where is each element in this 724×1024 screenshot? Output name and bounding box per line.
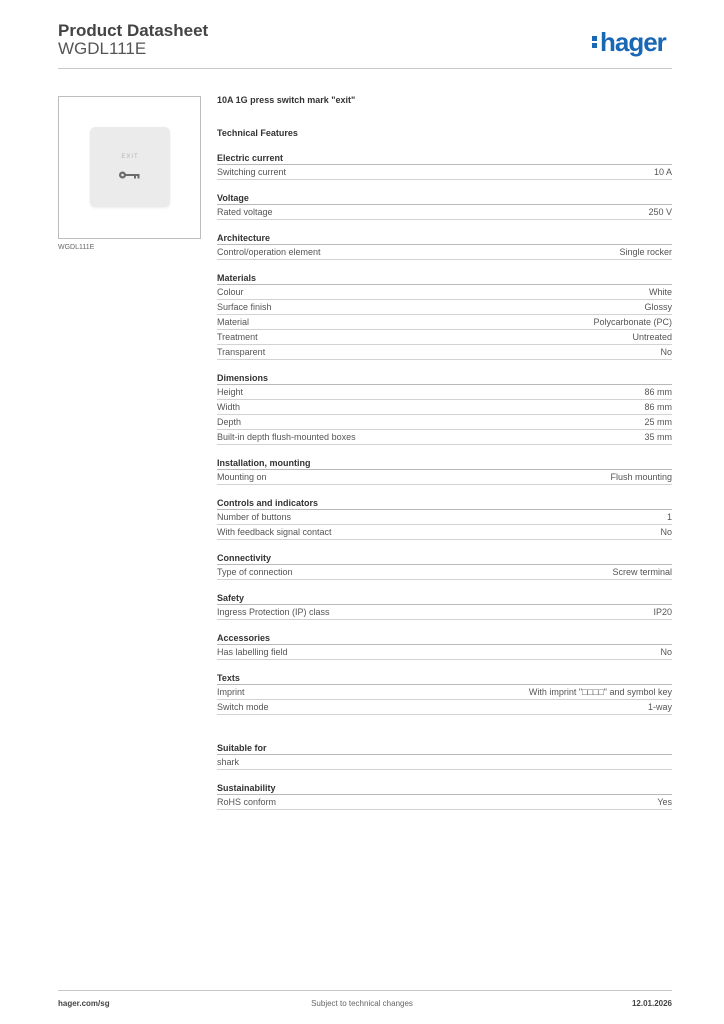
spec-label: shark [217, 757, 240, 767]
spec-row [217, 795, 672, 810]
section-heading: Accessories [217, 632, 672, 645]
spec-label: Imprint [217, 687, 245, 697]
logo-text: hager [600, 27, 666, 57]
header-divider [58, 68, 672, 69]
spec-label: Height [217, 387, 244, 397]
spec-label: Built-in depth flush-mounted boxes [217, 432, 356, 442]
section-heading: Texts [217, 672, 672, 685]
spec-label: RoHS conform [217, 797, 277, 807]
footer-date: 12.01.2026 [631, 999, 672, 1008]
spec-row [217, 415, 672, 430]
spec-value: Flush mounting [610, 472, 672, 482]
spec-label: Transparent [217, 347, 266, 357]
spec-value: Screw terminal [612, 567, 672, 577]
product-image [58, 96, 201, 239]
spec-value: IP20 [653, 607, 672, 617]
spec-section [217, 232, 672, 260]
spec-label: Mounting on [217, 472, 267, 482]
page-title: Product Datasheet [58, 21, 209, 40]
spec-section [217, 192, 672, 220]
spec-row [217, 565, 672, 580]
section-heading: Electric current [217, 152, 672, 165]
spec-label: Surface finish [217, 302, 272, 312]
section-heading: Dimensions [217, 372, 672, 385]
spec-row [217, 470, 672, 485]
section-heading: Connectivity [217, 552, 672, 565]
spec-section [217, 742, 672, 770]
spec-value: 250 V [648, 207, 672, 217]
spec-row [217, 525, 672, 540]
spec-label: Switching current [217, 167, 287, 177]
spec-row [217, 245, 672, 260]
spec-row [217, 685, 672, 700]
spec-value: 25 mm [644, 417, 672, 427]
spec-row [217, 700, 672, 715]
hager-logo [592, 27, 666, 58]
spec-label: Treatment [217, 332, 258, 342]
spec-value: 1-way [647, 702, 672, 712]
spec-section [217, 497, 672, 540]
spec-row [217, 345, 672, 360]
spec-section [217, 457, 672, 485]
spec-label: Has labelling field [217, 647, 288, 657]
spec-section [217, 372, 672, 445]
spec-row [217, 385, 672, 400]
spec-label: Number of buttons [217, 512, 292, 522]
spec-value: Yes [657, 797, 672, 807]
spec-label: Colour [217, 287, 244, 297]
spec-value: No [660, 527, 672, 537]
section-heading: Safety [217, 592, 672, 605]
spec-value: 10 A [653, 167, 672, 177]
spec-label: Ingress Protection (IP) class [217, 607, 330, 617]
image-caption: WGDL111E [58, 244, 95, 251]
spec-row [217, 205, 672, 220]
spec-label: Type of connection [217, 567, 293, 577]
switch-plate [90, 127, 170, 207]
spec-value: Polycarbonate (PC) [593, 317, 672, 327]
spec-value: Glossy [644, 302, 672, 312]
section-heading: Suitable for [217, 742, 672, 755]
spec-row [217, 400, 672, 415]
section-heading: Architecture [217, 232, 672, 245]
plate-mark: EXIT [121, 154, 139, 160]
spec-section [217, 552, 672, 580]
product-title: 10A 1G press switch mark "exit" [217, 95, 356, 105]
spec-value: 86 mm [644, 387, 672, 397]
spec-label: Material [217, 317, 250, 327]
spec-row [217, 330, 672, 345]
spec-label: Rated voltage [217, 207, 273, 217]
spec-label: Control/operation element [217, 247, 321, 257]
features-heading: Technical Features [217, 128, 298, 138]
spec-row [217, 430, 672, 445]
spec-row [217, 645, 672, 660]
spec-row [217, 605, 672, 620]
spec-row [217, 165, 672, 180]
logo-dots [592, 34, 597, 50]
spec-label: Switch mode [217, 702, 269, 712]
footer-divider [58, 990, 672, 991]
spec-section [217, 672, 672, 715]
section-heading: Materials [217, 272, 672, 285]
spec-row [217, 755, 672, 770]
spec-label: Width [217, 402, 241, 412]
footer-note: Subject to technical changes [311, 999, 413, 1008]
spec-value: 35 mm [644, 432, 672, 442]
spec-row [217, 300, 672, 315]
spec-label: With feedback signal contact [217, 527, 332, 537]
spec-value: No [660, 347, 672, 357]
spec-value: 1 [666, 512, 672, 522]
section-heading: Installation, mounting [217, 457, 672, 470]
spec-section [217, 592, 672, 620]
spec-section [217, 272, 672, 360]
product-code: WGDL111E [58, 39, 147, 58]
section-heading: Sustainability [217, 782, 672, 795]
spec-value: 86 mm [644, 402, 672, 412]
key-icon [118, 170, 142, 180]
spec-value: Untreated [632, 332, 672, 342]
spec-content [217, 92, 672, 810]
spec-label: Depth [217, 417, 242, 427]
section-heading: Controls and indicators [217, 497, 672, 510]
spec-value: With imprint "□□□□" and symbol key [528, 687, 672, 697]
spec-section [217, 782, 672, 810]
spec-section [217, 152, 672, 180]
spec-sections [217, 152, 672, 810]
spec-row [217, 510, 672, 525]
spec-row [217, 285, 672, 300]
section-heading: Voltage [217, 192, 672, 205]
spec-value: White [648, 287, 672, 297]
spec-value: Single rocker [619, 247, 672, 257]
spec-value: No [660, 647, 672, 657]
footer-site[interactable]: hager.com/sg [58, 999, 110, 1008]
spec-section [217, 632, 672, 660]
spec-row [217, 315, 672, 330]
